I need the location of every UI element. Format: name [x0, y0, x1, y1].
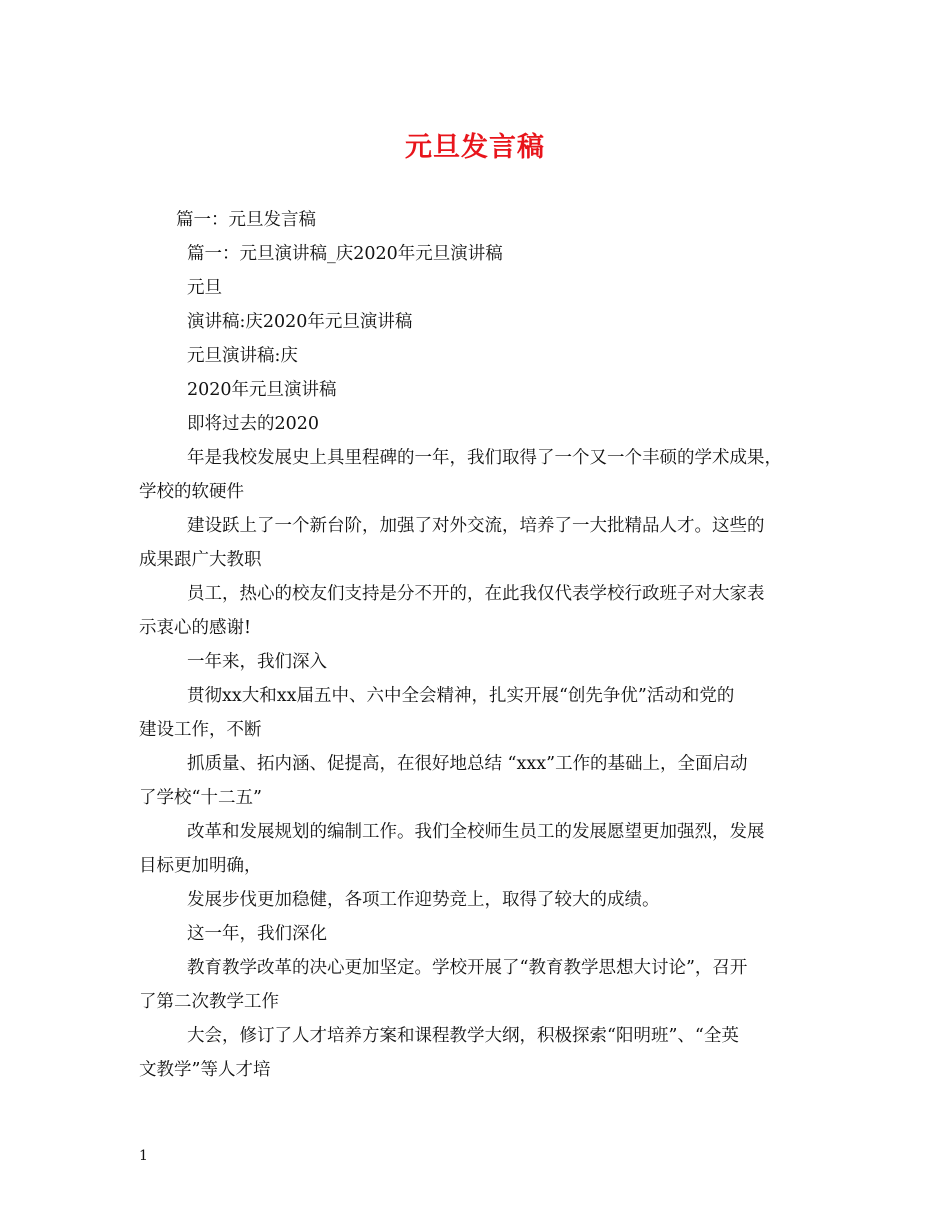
paragraph-line: 即将过去的2020	[187, 414, 320, 434]
page-number: 1	[139, 1148, 148, 1164]
page-title: 元旦发言稿	[405, 132, 545, 163]
paragraph-line: 抓质量、拓内涵、促提高，在很好地总结 “xxx”工作的基础上，全面启动	[187, 754, 748, 774]
paragraph-line: 文教学”等人才培	[139, 1060, 271, 1080]
paragraph-line: 大会，修订了人才培养方案和课程教学大纲，积极探索“阳明班”、“全英	[187, 1026, 739, 1046]
paragraph-line: 示衷心的感谢!	[139, 618, 252, 638]
paragraph-line: 演讲稿:庆2020年元旦演讲稿	[187, 312, 413, 332]
paragraph-line: 建设工作，不断	[139, 720, 262, 740]
paragraph-line: 年是我校发展史上具里程碑的一年，我们取得了一个又一个丰硕的学术成果，	[187, 448, 782, 468]
paragraph-line: 了学校“十二五”	[139, 788, 262, 808]
paragraph-line: 改革和发展规划的编制工作。我们全校师生员工的发展愿望更加强烈，发展	[187, 822, 765, 842]
document-body	[139, 203, 829, 1087]
paragraph-line: 一年来，我们深入	[187, 652, 327, 672]
paragraph-line: 元旦演讲稿:庆	[187, 346, 298, 366]
paragraph-line: 元旦	[187, 278, 222, 298]
paragraph-line: 成果跟广大教职	[139, 550, 262, 570]
paragraph-line: 贯彻xx大和xx届五中、六中全会精神，扎实开展“创先争优”活动和党的	[187, 686, 735, 706]
paragraph-line: 目标更加明确，	[139, 856, 262, 876]
paragraph-line: 2020年元旦演讲稿	[187, 380, 337, 400]
paragraph-line: 篇一：元旦发言稿	[176, 210, 316, 230]
paragraph-line: 学校的软硬件	[139, 482, 244, 502]
paragraph-line: 员工，热心的校友们支持是分不开的，在此我仅代表学校行政班子对大家表	[187, 584, 765, 604]
paragraph-line: 了第二次教学工作	[139, 992, 279, 1012]
paragraph-line: 发展步伐更加稳健，各项工作迎势竞上，取得了较大的成绩。	[187, 890, 660, 910]
paragraph-line: 这一年，我们深化	[187, 924, 327, 944]
paragraph-line: 篇一：元旦演讲稿_庆2020年元旦演讲稿	[187, 244, 503, 264]
paragraph-line: 建设跃上了一个新台阶，加强了对外交流，培养了一大批精品人才。这些的	[187, 516, 765, 536]
paragraph-line: 教育教学改革的决心更加坚定。学校开展了“教育教学思想大讨论”，召开	[187, 958, 748, 978]
